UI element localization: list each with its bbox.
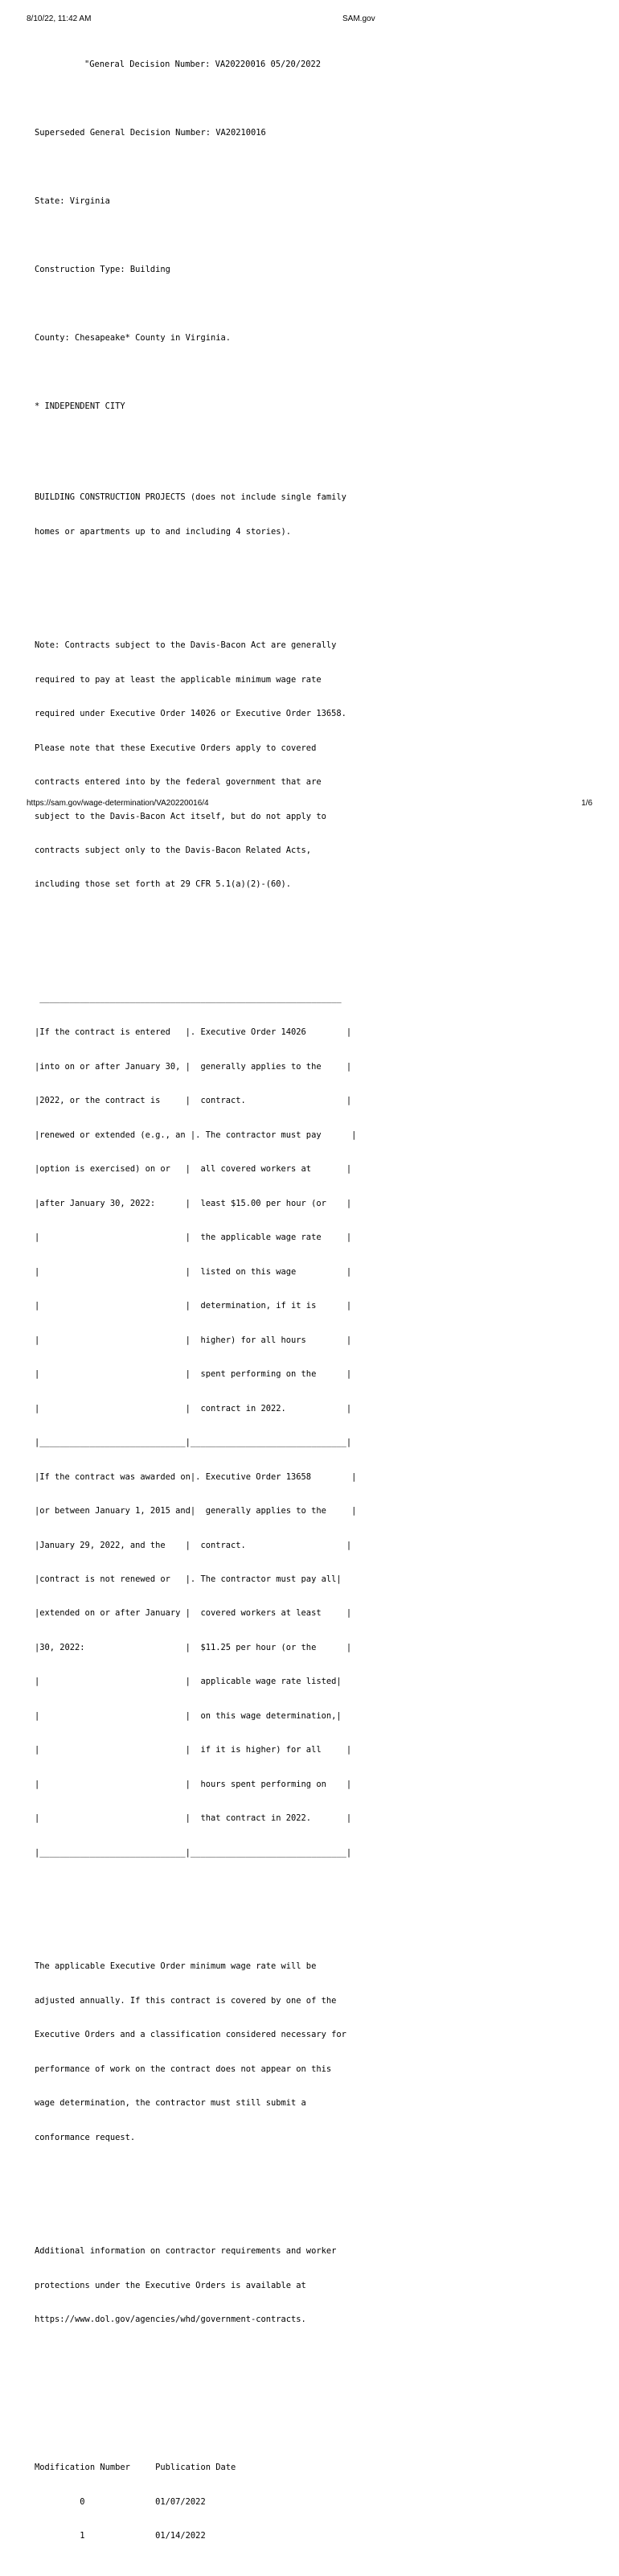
wage-determination-document xyxy=(35,36,356,2576)
text-line: homes or apartments up to and including 4 stories). xyxy=(35,526,292,537)
modification-row: 1 01/14/2022 xyxy=(35,2531,206,2541)
table-line: | | spent performing on the | xyxy=(35,1369,352,1380)
print-site-title: SAM.gov xyxy=(342,14,375,23)
table-line: | | applicable wage rate listed| xyxy=(35,1677,342,1687)
decision-number: "General Decision Number: VA20220016 05/20/2022 xyxy=(84,60,322,70)
superseded-decision-number: Superseded General Decision Number: VA20210016 xyxy=(35,128,266,138)
modification-row: 0 01/07/2022 xyxy=(35,2496,206,2507)
print-url: https://sam.gov/wage-determination/VA20220016/4 xyxy=(27,799,209,808)
text-line: Note: Contracts subject to the Davis-Bacon Act are generally xyxy=(35,640,337,651)
additional-info-paragraph xyxy=(35,2223,356,2348)
text-line: BUILDING CONSTRUCTION PROJECTS (does not include single family xyxy=(35,492,346,503)
davis-bacon-note xyxy=(35,617,356,913)
text-line: subject to the Davis-Bacon Act itself, but do not apply to xyxy=(35,811,326,821)
table-line: | | the applicable wage rate | xyxy=(35,1232,352,1243)
dol-url-text: https://www.dol.gov/agencies/whd/government-contracts. xyxy=(35,2315,306,2325)
table-line: |or between January 1, 2015 and| generally applies to the | xyxy=(35,1506,357,1516)
table-line: ____________________________________________________________ xyxy=(35,994,342,1003)
table-line: | | determination, if it is | xyxy=(35,1301,352,1311)
table-line: |If the contract is entered |. Executive Order 14026 | xyxy=(35,1027,352,1038)
table-line: | | hours spent performing on | xyxy=(35,1779,352,1789)
text-line: Additional information on contractor requirements and worker xyxy=(35,2246,337,2257)
text-line: contracts subject only to the Davis-Bacon Related Acts, xyxy=(35,845,312,855)
text-line: including those set forth at 29 CFR 5.1(a)(2)-(60). xyxy=(35,879,292,890)
table-line: |contract is not renewed or |. The contractor must pay all| xyxy=(35,1574,342,1584)
table-line: | | contract in 2022. | xyxy=(35,1403,352,1414)
table-line: |If the contract was awarded on|. Executive Order 13658 | xyxy=(35,1471,357,1482)
table-line: |into on or after January 30, | generally applies to the | xyxy=(35,1061,352,1072)
text-line: required to pay at least the applicable minimum wage rate xyxy=(35,674,322,685)
text-line: Executive Orders and a classification considered necessary for xyxy=(35,2030,346,2040)
table-line: | | that contract in 2022. | xyxy=(35,1813,352,1824)
table-line: | | listed on this wage | xyxy=(35,1266,352,1277)
table-line: |_____________________________|_______________________________| xyxy=(35,1847,352,1858)
independent-city-note: * INDEPENDENT CITY xyxy=(35,401,125,411)
text-line: performance of work on the contract does not appear on this xyxy=(35,2064,332,2074)
state: State: Virginia xyxy=(35,196,110,207)
modifications-header: Modification Number Publication Date xyxy=(35,2463,236,2473)
table-line: | | higher) for all hours | xyxy=(35,1335,352,1345)
print-datetime: 8/10/22, 11:42 AM xyxy=(27,14,92,23)
text-line: The applicable Executive Order minimum wage rate will be xyxy=(35,1961,317,1972)
text-line: Please note that these Executive Orders apply to covered xyxy=(35,743,317,753)
text-line: protections under the Executive Orders is available at xyxy=(35,2280,306,2290)
table-line: |_____________________________|_______________________________| xyxy=(35,1438,352,1448)
text-line: required under Executive Order 14026 or Executive Order 13658. xyxy=(35,709,346,719)
table-line: |renewed or extended (e.g., an |. The contractor must pay | xyxy=(35,1130,357,1140)
text-line: wage determination, the contractor must still submit a xyxy=(35,2098,306,2109)
modifications-table xyxy=(35,2439,356,2565)
page-number: 1/6 xyxy=(581,799,592,808)
projects-description xyxy=(35,469,356,560)
construction-type: Construction Type: Building xyxy=(35,265,170,275)
table-line: | | on this wage determination,| xyxy=(35,1710,342,1721)
table-line: |after January 30, 2022: | least $15.00 per hour (or | xyxy=(35,1198,352,1208)
table-line: |30, 2022: | $11.25 per hour (or the | xyxy=(35,1642,352,1652)
table-line: |extended on or after January | covered workers at least | xyxy=(35,1608,352,1619)
table-line: | | if it is higher) for all | xyxy=(35,1745,352,1755)
text-line: conformance request. xyxy=(35,2132,136,2142)
table-line: |January 29, 2022, and the | contract. | xyxy=(35,1540,352,1550)
county: County: Chesapeake* County in Virginia. xyxy=(35,333,231,343)
text-line: contracts entered into by the federal government that are xyxy=(35,777,322,788)
adjustment-paragraph xyxy=(35,1938,356,2166)
executive-order-table xyxy=(35,970,356,1882)
text-line: adjusted annually. If this contract is covered by one of the xyxy=(35,1995,337,2006)
table-line: |2022, or the contract is | contract. | xyxy=(35,1096,352,1106)
table-line: |option is exercised) on or | all covered workers at | xyxy=(35,1164,352,1175)
